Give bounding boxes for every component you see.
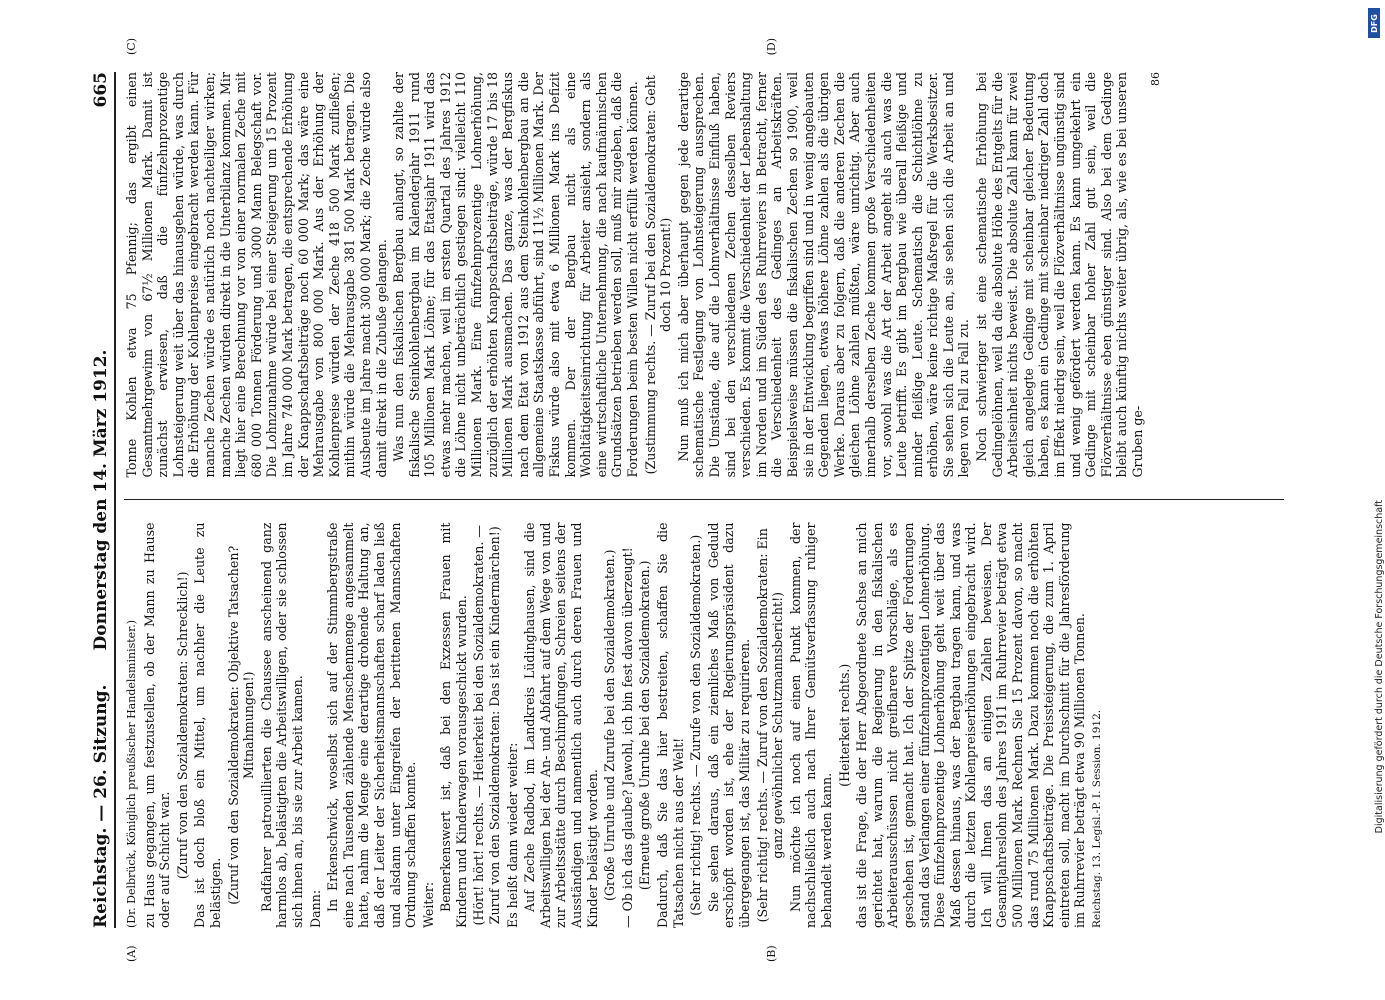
text-columns <box>123 38 1284 962</box>
quote-paragraph: Bemerkenswert ist, daß bei den Exzessen Frauen mit Kindern und Kinderwagen vorausgeschickt wurden. <box>437 522 469 928</box>
page-number: 665 <box>90 71 111 108</box>
paragraph: Nun möchte ich noch auf einen Punkt kommen, der nachschließlich auch nach Ihrer Gemütsverfassung ruhiger behandelt werden kann. <box>787 522 834 928</box>
quote-paragraph: Auf Zeche Radbod, im Landkreis Lüdinghausen, sind die Arbeitswilligen bei der An- und Abfahrt auf dem Wege von und zur Arbeitsstätte durch Beschimpfungen, Schreien seitens der Ausständigen und namentlich auch durch deren Frauen und Kinder belästigt worden. <box>521 522 600 928</box>
margin-marker-b: (B) <box>764 945 778 962</box>
page-header <box>81 72 116 928</box>
volume-signature: Reichstag. 13. Legisl.-P. I. Session. 1912. <box>1090 709 1103 928</box>
interjection: (Hört! hört! rechts. — Heiterkeit bei den Sozialdemokraten. — Zuruf von den Sozialdemokraten: Das ist ein Kindermärchen!) <box>470 525 502 926</box>
digitization-credit: Digitalisierung gefördert durch die Deutsche Forschungsgemeinschaft <box>1373 500 1385 834</box>
quote-paragraph: Radfahrer patrouillierten die Chaussee anscheinend ganz harmlos ab, belästigten die Arbeitswilligen, oder sie schlossen sich ihnen an, bis sie zur Arbeit kamen. <box>258 522 305 928</box>
margin-marker-d: (D) <box>764 38 778 56</box>
paragraph: Noch schwieriger ist eine schematische Erhöhung bei Gedingelöhnen, weil da die absolute Höhe des Entgelts für die Arbeitseinheit nichts beweist. Die absolute Zahl kann für zwei gleich angelegte Gedinge mit scheinbar gleicher Bedeutung haben, es kann ein Gedinge mit scheinbar niedriger Zahl doch im Effekt niedrig sein, weil die Flözverhältnisse ungünstig sind und wenig gefördert werden kann. Es kann umgekehrt ein Gedinge mit scheinbar hoher Zahl gut sein, weil die Flözverhältnisse eben günstiger sind. Also bei dem Gedinge bleibt auch künftig nichts weiter übrig, als, wie es bei unseren Gruben ge- <box>973 72 1145 478</box>
column-right <box>123 38 1284 478</box>
interjection: (Zustimmung rechts. — Zuruf bei den Sozialdemokraten: Geht doch 10 Prozent!) <box>642 75 673 475</box>
column-left <box>124 522 1284 962</box>
header-session: Reichstag. — 26. Sitzung. <box>90 684 111 928</box>
paragraph: das ist die Frage, die der Herr Abgeordnete Sachse an mich gerichtet hat, warum die Regierung in den fiskalischen Arbeiterausschüssen nicht greifbarere Vorschläge, als es geschehen ist, gemacht hat. Ich der Spitze der Forderungen stand das Verlangen einer fünfzehnprozentigen Lohnerhöhung. Diese fünfzehnprozentige Lohnerhöhung geht weit über das Maß dessen hinaus, was der Bergbau tragen kann, und was durch die letzten Kohlenpreiserhöhungen eingebracht wird. Ich will Ihnen das an einigen Zahlen beweisen. Der Gesamtjahreslohn des Jahres 1911 im Ruhrrevier beträgt etwa 500 Millionen Mark. Rechnen Sie 15 Prozent davon, so macht das rund 75 Millionen Mark. Dazu kommen noch die erhöhten Knappschaftsbeiträge. Die Preissteigerung, die zum 1. April eintreten soll, macht im Durchschnitt für die Jahresförderung im Ruhrrevier beträgt etwa 90 Millionen Tonnen. <box>853 522 1087 928</box>
speaker-line: (Dr. Delbrück, Königlich preußischer Handelsminister.) <box>124 620 138 928</box>
interjection: (Zuruf von den Sozialdemokraten: Schrecklich!) <box>174 571 190 880</box>
paragraph: Es heißt dann wieder weiter: <box>504 742 520 928</box>
paragraph: — Ob ich das glaube? Jawohl, ich bin fest davon überzeugt! <box>619 547 635 928</box>
column-divider <box>124 500 1284 501</box>
scanned-page <box>47 20 1337 980</box>
digitization-credit-strip <box>1367 0 1383 1000</box>
paragraph: Dann: <box>307 889 323 928</box>
interjection: (Heiterkeit rechts.) <box>836 663 852 787</box>
paragraph: Das ist doch bloß ein Mittel, um nachher die Leute zu belästigen. <box>191 522 223 928</box>
margin-marker-c: (C) <box>124 38 138 55</box>
dfg-logo: DFG <box>1368 8 1380 38</box>
paragraph: Nun muß ich mich aber überhaupt gegen jede derartige schematische Festlegung von Lohnsteigerung aussprechen. Die Umstände, die auf die Lohnverhältnisse Einfluß haben, sind bei den verschiedenen Zechen desselben Reviers verschieden. Es kommt die Verschiedenheit der Lebenshaltung im Norden und im Süden des Ruhrreviers in Betracht, ferner die Verschiedenheit des Gedinges an Arbeitskräften. Beispielsweise müssen die fiskalischen Zechen so 1900, weil sie in der Entwicklung begriffen sind und in wenig angebauten Gegenden liegen, etwas höhere Löhne zahlen als die übrigen Werke. Daraus aber zu folgern, daß die anderen Zechen die gleichen Löhne zahlen müßten, wäre unrichtig. Aber auch innerhalb derselben Zeche kommen große Verschiedenheiten vor, sowohl was die Art der Arbeit angeht als auch was die Leute betrifft. Es gibt im Bergbau wie überall fleißige und minder fleißige Leute. Schematisch die Schichtlöhne zu erhöhen, wäre keine richtige Maßregel für die Werksbesitzer. Sie sehen sich die Leute an, sie sehen sich die Arbeit an und legen von Fall zu Fall zu. <box>675 72 971 478</box>
header-date: Donnerstag den 14. März 1912. <box>90 349 111 651</box>
quote-paragraph: In Erkenschwick, woselbst sich auf der Stimmbergstraße eine nach Tausenden zählende Menschenmenge angesammelt hatte, nahm die Menge eine derartige drohende Haltung an, daß der Leiter der Sicherheitsmannschaften scharf laden ließ und alsdann unter Eingreifen der berittenen Mannschaften Ordnung schaffen konnte. <box>324 522 418 928</box>
paragraph: Dadurch, daß Sie das hier bestreiten, schaffen Sie die Tatsachen nicht aus der Welt! <box>654 522 686 928</box>
catchword: 86 <box>1148 72 1162 86</box>
paragraph: Weiter: <box>420 881 436 928</box>
paragraph: zu Haus gegangen, um festzustellen, ob der Mann zu Hause oder auf Schicht war. <box>141 522 172 928</box>
interjection: (Zuruf von den Sozialdemokraten: Objektive Tatsachen? Mitnahmungen!) <box>225 545 256 905</box>
interjection: (Große Unruhe und Zurufe bei den Sozialdemokraten.) <box>601 549 617 902</box>
interjection: (Sehr richtig! rechts. — Zuruf von den Sozialdemokraten: Ein ganz gewöhnlicher Schutzmannsbericht!) <box>754 528 785 923</box>
paragraph: Sie sehen daraus, daß ein ziemliches Maß von Geduld erschöpft worden ist, ehe der Regierungspräsident dazu übergegangen ist, das Militär zu requirieren. <box>705 522 752 928</box>
interjection: (Erneute große Unruhe bei den Sozialdemokraten.) <box>636 560 652 891</box>
paragraph: Was nun den fiskalischen Bergbau anlangt, so zahlte der fiskalische Steinkohlenbergbau im Kalenderjahr 1911 rund 105 Millionen Mark Löhne; für das Etatsjahr 1911 wird das etwas mehr machen, weil im ersten Quartal des Jahres 1912 die Löhne nicht unbeträchtlich gestiegen sind: vielleicht 110 Millionen Mark. Eine fünfzehnprozentige Lohnerhöhung, zuzüglich der erhöhten Knappschaftsbeiträge, würde 17 bis 18 Millionen Mark ausmachen. Das ganze, was der Bergfiskus nach dem Etat von 1912 aus dem Steinkohlenbergbau an die allgemeine Staatskasse abführt, sind 11½ Millionen Mark. Der Fiskus würde also mit etwa 6 Millionen Mark ins Defizit kommen. Der der Bergbau nicht als eine Wohltätigkeitseinrichtung für Arbeiter ansieht, sondern als eine wirtschaftliche Unternehmung, die nach kaufmännischen Grundsätzen betrieben werden soll, muß mir zugeben, daß die Forderungen beim besten Willen nicht erfüllt werden können. <box>390 72 640 478</box>
interjection: (Sehr richtig! rechts. — Zurufe von den Sozialdemokraten.) <box>687 534 703 916</box>
paragraph: Tonne Kohlen etwa 75 Pfennig; das ergibt einen Gesamtmehrgewinn von 67½ Millionen Mark. Damit ist zunächst erwiesen, daß die fünfzehnprozentige Lohnsteigerung weit über das hinausgehen würde, was durch die Erhöhung der Kohlenpreise eingebracht werden kann. Für manche Zechen würde es natürlich noch nachteiliger wirken; manche Zechen würden direkt in die Unterbilanz kommen. Mir liegt hier eine Berechnung vor von einer normalen Zeche mit 680 000 Tonnen Förderung und 3000 Mann Belegschaft vor. Die Lohnzunahme würde bei einer Steigerung um 15 Prozent im Jahre 740 000 Mark betragen, die entsprechende Erhöhung der Knappschaftsbeiträge noch 60 000 Mark; das wäre eine Mehrausgabe von 800 000 Mark. Aus der Erhöhung der Kohlenpreise würden der Zeche 418 500 Mark zufließen; mithin würde die Mehrausgabe 381 500 Mark betragen. Die Ausbeute im Jahre macht 300 000 Mark; die Zeche würde also damit direkt in die Zubuße gelangen. <box>123 72 388 478</box>
margin-marker-a: (A) <box>124 945 138 962</box>
